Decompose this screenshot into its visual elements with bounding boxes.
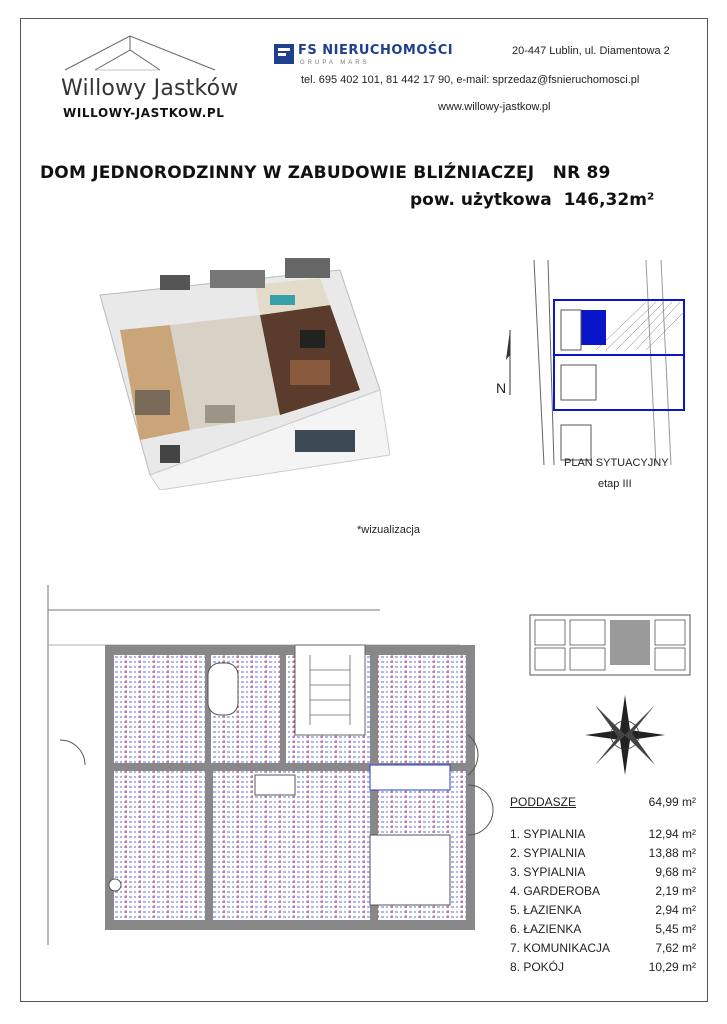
- room-area: 9,68 m²: [655, 865, 696, 879]
- room-area: 7,62 m²: [655, 941, 696, 955]
- floor-name: PODDASZE: [510, 795, 577, 809]
- room-label: 7. KOMUNIKACJA: [510, 941, 611, 955]
- brand-name: Willowy Jastków: [61, 76, 239, 101]
- room-area: 12,94 m²: [648, 827, 696, 841]
- room-row: [510, 884, 696, 903]
- agency-name: FS NIERUCHOMOŚCI: [298, 43, 454, 58]
- roof-logo-icon: [55, 28, 245, 78]
- room-label: 1. SYPIALNIA: [510, 827, 586, 841]
- room-area: 2,94 m²: [655, 903, 696, 917]
- brand-url[interactable]: WILLOWY-JASTKOW.PL: [63, 106, 225, 120]
- site-plan: [496, 250, 696, 469]
- room-label: 5. ŁAZIENKA: [510, 903, 582, 917]
- room-row: [510, 846, 696, 865]
- brand-logo: [55, 28, 245, 123]
- room-row: [510, 865, 696, 884]
- agency-address: 20-447 Lublin, ul. Diamentowa 2: [512, 45, 670, 57]
- floor-plan: [40, 585, 500, 955]
- room-label: 3. SYPIALNIA: [510, 865, 586, 879]
- room-label: 8. POKÓJ: [510, 960, 565, 974]
- site-plan-drawing: [496, 250, 696, 465]
- house-3d-render: [90, 240, 420, 490]
- room-label: 2. SYPIALNIA: [510, 846, 586, 860]
- room-list: [510, 795, 696, 979]
- room-label: 6. ŁAZIENKA: [510, 922, 582, 936]
- room-row: [510, 922, 696, 941]
- room-row: [510, 960, 696, 979]
- visualization-image: [90, 240, 420, 490]
- fs-logo-icon: [274, 44, 294, 64]
- agency-sub: GRUPA MARS: [300, 60, 370, 66]
- agency-contact[interactable]: tel. 695 402 101, 81 442 17 90, e-mail: sprzedaz@fsnieruchomosci.pl: [301, 74, 640, 86]
- room-row: [510, 827, 696, 846]
- floor-summary: [510, 795, 696, 809]
- usable-area: pow. użytkowa 146,32m²: [410, 190, 655, 210]
- visualization-note: *wizualizacja: [357, 524, 420, 536]
- page-title: DOM JEDNORODZINNY W ZABUDOWIE BLIŹNIACZEJ NR 89: [40, 163, 611, 183]
- agency-logo-mark: [274, 44, 294, 69]
- compass-rose-icon: [580, 695, 670, 775]
- floor-plan-drawing: [40, 585, 500, 955]
- north-label: N: [496, 380, 507, 396]
- room-area: 13,88 m²: [648, 846, 696, 860]
- key-plan-drawing: [525, 610, 695, 685]
- room-row: [510, 941, 696, 960]
- site-plan-title: PLAN SYTUACYJNY: [564, 457, 669, 469]
- room-label: 4. GARDEROBA: [510, 884, 601, 898]
- agency-website[interactable]: www.willowy-jastkow.pl: [438, 101, 551, 113]
- room-area: 2,19 m²: [655, 884, 696, 898]
- building-key-plan: [525, 610, 695, 685]
- room-area: 5,45 m²: [655, 922, 696, 936]
- site-plan-stage: etap III: [598, 478, 632, 490]
- room-row: [510, 903, 696, 922]
- room-area: 10,29 m²: [648, 960, 696, 974]
- floor-area: 64,99 m²: [648, 795, 696, 809]
